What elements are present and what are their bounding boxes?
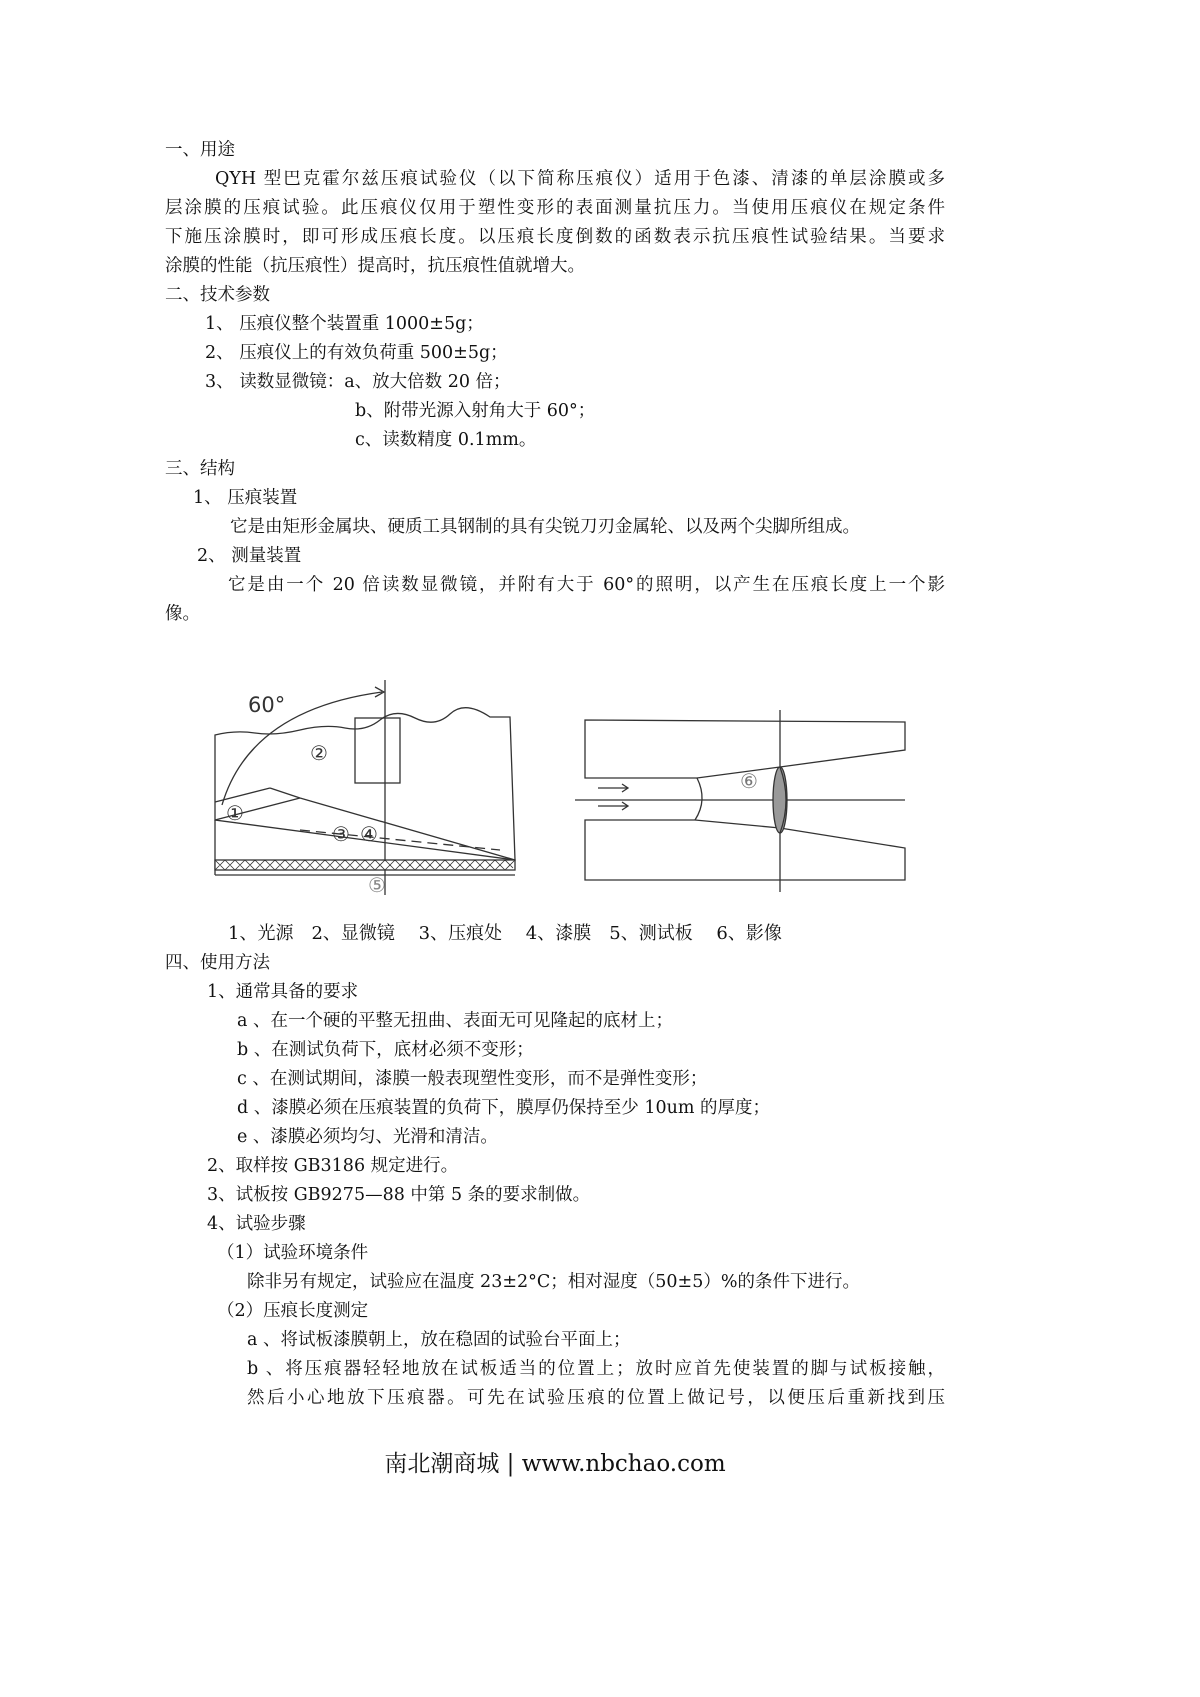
top-view-figure — [575, 710, 905, 892]
paragraph-line: QYH 型巴克霍尔兹压痕试验仪（以下简称压痕仪）适用于色漆、清漆的单层涂膜或多 — [215, 169, 945, 189]
structure-text: 它是由一个 20 倍读数显微镜，并附有大于 60°的照明，以产生在压痕长度上一个影 — [228, 575, 945, 595]
requirement-item: a 、在一个硬的平整无扭曲、表面无可见隆起的底材上； — [237, 1011, 673, 1031]
marker-microscope: ② — [310, 741, 328, 765]
section-heading-params: 二、技术参数 — [165, 285, 270, 305]
marker-test-panel: ⑤ — [368, 873, 386, 897]
step1-title: （1）试验环境条件 — [217, 1243, 369, 1263]
section-heading-purpose: 一、用途 — [165, 140, 235, 160]
param-item: 1、 压痕仪整个装置重 1000±5g； — [205, 314, 484, 334]
step2-item: b 、将压痕器轻轻地放在试板适当的位置上；放时应首先使装置的脚与试板接触， — [247, 1359, 945, 1379]
marker-light-source: ① — [226, 801, 244, 825]
paragraph-line: 层涂膜的压痕试验。此压痕仪仅用于塑性变形的表面测量抗压力。当使用压痕仪在规定条件 — [165, 198, 945, 218]
apparatus-diagram — [160, 670, 920, 900]
param-item: 2、 压痕仪上的有效负荷重 500±5g； — [205, 343, 508, 363]
param-subitem: c、读数精度 0.1mm。 — [355, 430, 537, 450]
requirement-item: e 、漆膜必须均匀、光滑和清洁。 — [237, 1127, 498, 1147]
diagram-caption: 1、光源 2、显微镜 3、压痕处 4、漆膜 5、测试板 6、影像 — [228, 923, 782, 944]
param-item: 3、 读数显微镜：a、放大倍数 20 倍； — [205, 372, 511, 392]
footer-watermark: 南北潮商城 | www.nbchao.com — [384, 1451, 726, 1477]
marker-image: ⑥ — [740, 769, 758, 793]
steps-title: 4、试验步骤 — [207, 1214, 306, 1234]
structure-item: 2、 测量装置 — [197, 546, 302, 566]
requirements-title: 1、通常具备的要求 — [207, 982, 359, 1002]
structure-text: 像。 — [165, 604, 200, 624]
panel-text: 3、试板按 GB9275—88 中第 5 条的要求制做。 — [207, 1185, 591, 1205]
sampling-text: 2、取样按 GB3186 规定进行。 — [207, 1156, 459, 1176]
angle-label: 60° — [248, 693, 286, 717]
param-subitem: b、附带光源入射角大于 60°； — [355, 401, 596, 421]
step1-text: 除非另有规定，试验应在温度 23±2°C；相对湿度（50±5）%的条件下进行。 — [247, 1272, 860, 1292]
requirement-item: d 、漆膜必须在压痕装置的负荷下，膜厚仍保持至少 10um 的厚度； — [237, 1098, 771, 1118]
step2-item: a 、将试板漆膜朝上，放在稳固的试验台平面上； — [247, 1330, 631, 1350]
section-heading-usage: 四、使用方法 — [165, 953, 270, 973]
paragraph-line: 下施压涂膜时，即可形成压痕长度。以压痕长度倒数的函数表示抗压痕性试验结果。当要求 — [165, 227, 945, 247]
paragraph-line: 涂膜的性能（抗压痕性）提高时，抗压痕性值就增大。 — [165, 256, 585, 276]
structure-item: 1、 压痕装置 — [193, 488, 298, 508]
step2-item: 然后小心地放下压痕器。可先在试验压痕的位置上做记号，以便压后重新找到压 — [247, 1388, 945, 1408]
marker-coating: ④ — [360, 822, 378, 846]
requirement-item: b 、在测试负荷下，底材必须不变形； — [237, 1040, 534, 1060]
marker-indentation: ③ — [332, 822, 350, 846]
section-heading-structure: 三、结构 — [165, 459, 235, 479]
step2-title: （2）压痕长度测定 — [217, 1301, 369, 1321]
structure-text: 它是由矩形金属块、硬质工具钢制的具有尖锐刀刃金属轮、以及两个尖脚所组成。 — [230, 517, 860, 537]
requirement-item: c 、在测试期间，漆膜一般表现塑性变形，而不是弹性变形； — [237, 1069, 708, 1089]
